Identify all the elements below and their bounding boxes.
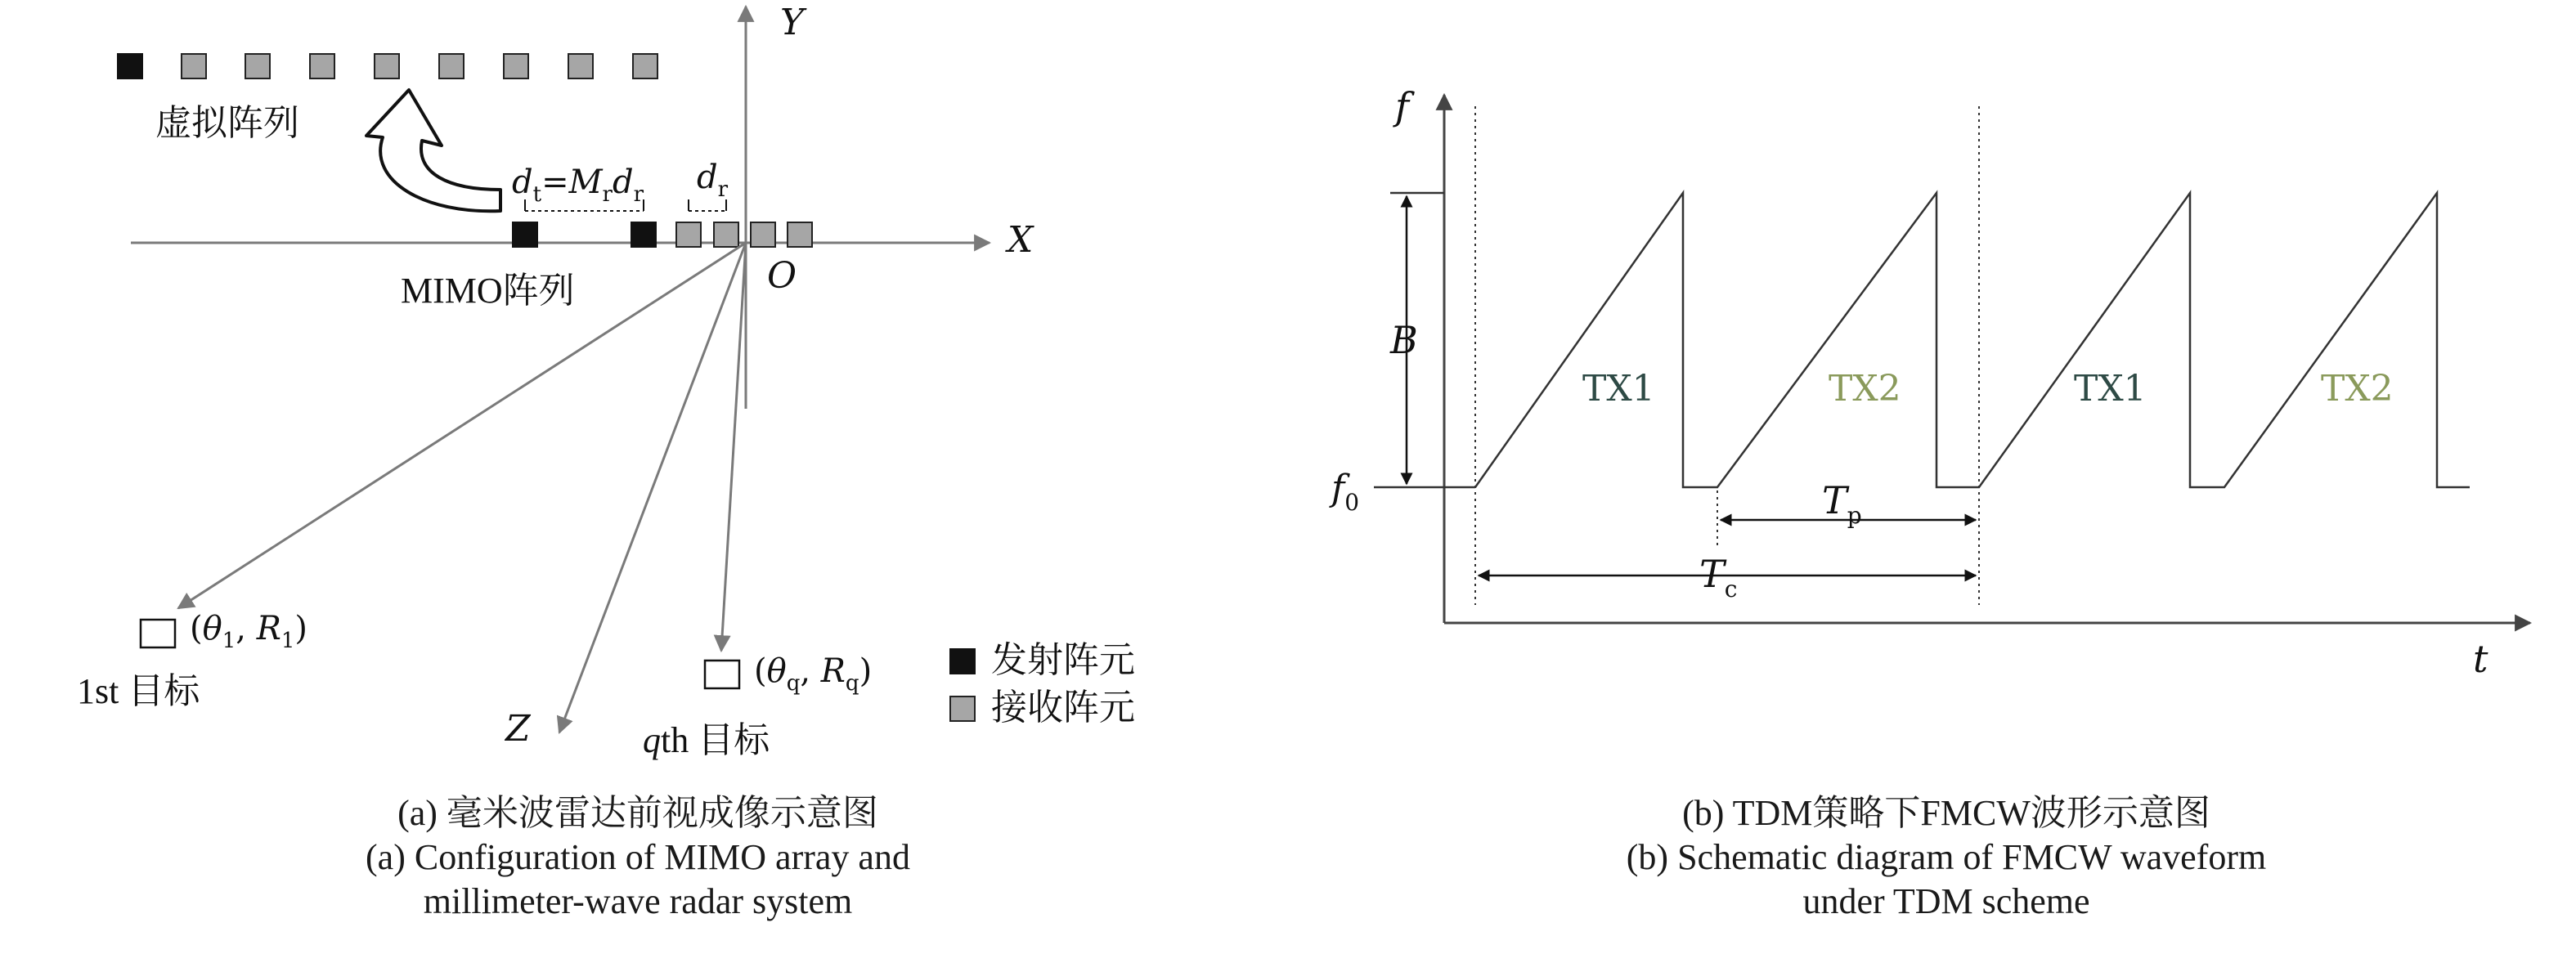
ray-target-q [721,243,746,651]
mapping-arrow [366,90,500,211]
virtual-element [568,54,593,78]
target-1-coord: ($\theta_1$, $R_1$) [190,610,307,653]
chirp-label-tx1: TX1 [1582,368,1655,410]
target-1-label: 1st 目标 [77,671,200,711]
panel-b [1232,84,2530,681]
legend-rx-swatch [950,696,975,721]
legend [950,639,1135,728]
f-axis-label: f [1395,84,1410,128]
z-axis [559,243,746,732]
caption-b [1374,791,2519,924]
legend-tx-swatch [950,649,975,674]
virtual-element [182,54,206,78]
tc-label: $T_c$ [1699,552,1738,602]
virtual-element [439,54,464,78]
rx-element [788,222,812,247]
virtual-element [310,54,334,78]
virtual-array-label: 虚拟阵列 [155,102,299,144]
virtual-element [504,54,528,78]
target-q-label: qth 目标 [643,720,770,760]
legend-tx-label: 发射阵元 [991,639,1135,681]
waveform-path [1475,193,2470,487]
chirp-label-tx2: TX2 [1829,368,1901,410]
origin-label: O [767,255,797,297]
virtual-element [375,54,399,78]
bandwidth-label: B [1390,318,1418,362]
legend-rx-label: 接收阵元 [991,687,1135,728]
caption-b-cn: (b) TDM策略下FMCW波形示意图 [1682,793,2210,833]
y-axis-label: Y [780,2,805,43]
chirp-label-tx2: TX2 [2321,368,2394,410]
rx-element [714,222,738,247]
z-axis-label: Z [505,708,531,750]
panel-a [77,2,1135,760]
mimo-array-label: MIMO阵列 [401,271,575,311]
dr-label: $d_r$ [697,159,729,202]
chirp-label-tx1: TX1 [2074,368,2147,410]
x-axis-label: X [1008,219,1034,261]
caption-a [65,791,1210,924]
target-q-coord: ($\theta_q$, $R_q$) [754,652,873,696]
dt-label: $d_t=M_rd_r$ [512,163,644,207]
rx-element [751,222,775,247]
caption-b-en-1: (b) Schematic diagram of FMCW waveform [1626,837,2267,877]
target-q-marker [705,661,739,688]
virtual-element [245,54,270,78]
chirp-tx1-first [1475,196,1717,487]
caption-a-en-2: millimeter-wave radar system [423,881,853,921]
virtual-element [633,54,657,78]
f0-label: $f_0$ [1331,468,1360,516]
caption-b-en-2: under TDM scheme [1802,881,2090,921]
caption-a-en-1: (a) Configuration of MIMO array and [366,837,910,877]
target-1-marker [141,620,175,647]
tx-element [513,222,537,247]
t-axis-label: t [2473,637,2488,681]
tp-label: $T_p$ [1822,478,1862,529]
virtual-element-tx [118,54,142,78]
tx-element [631,222,656,247]
virtual-array [118,54,657,78]
caption-a-cn: (a) 毫米波雷达前视成像示意图 [397,793,878,833]
rx-element [676,222,701,247]
dt-dimension [525,199,644,211]
